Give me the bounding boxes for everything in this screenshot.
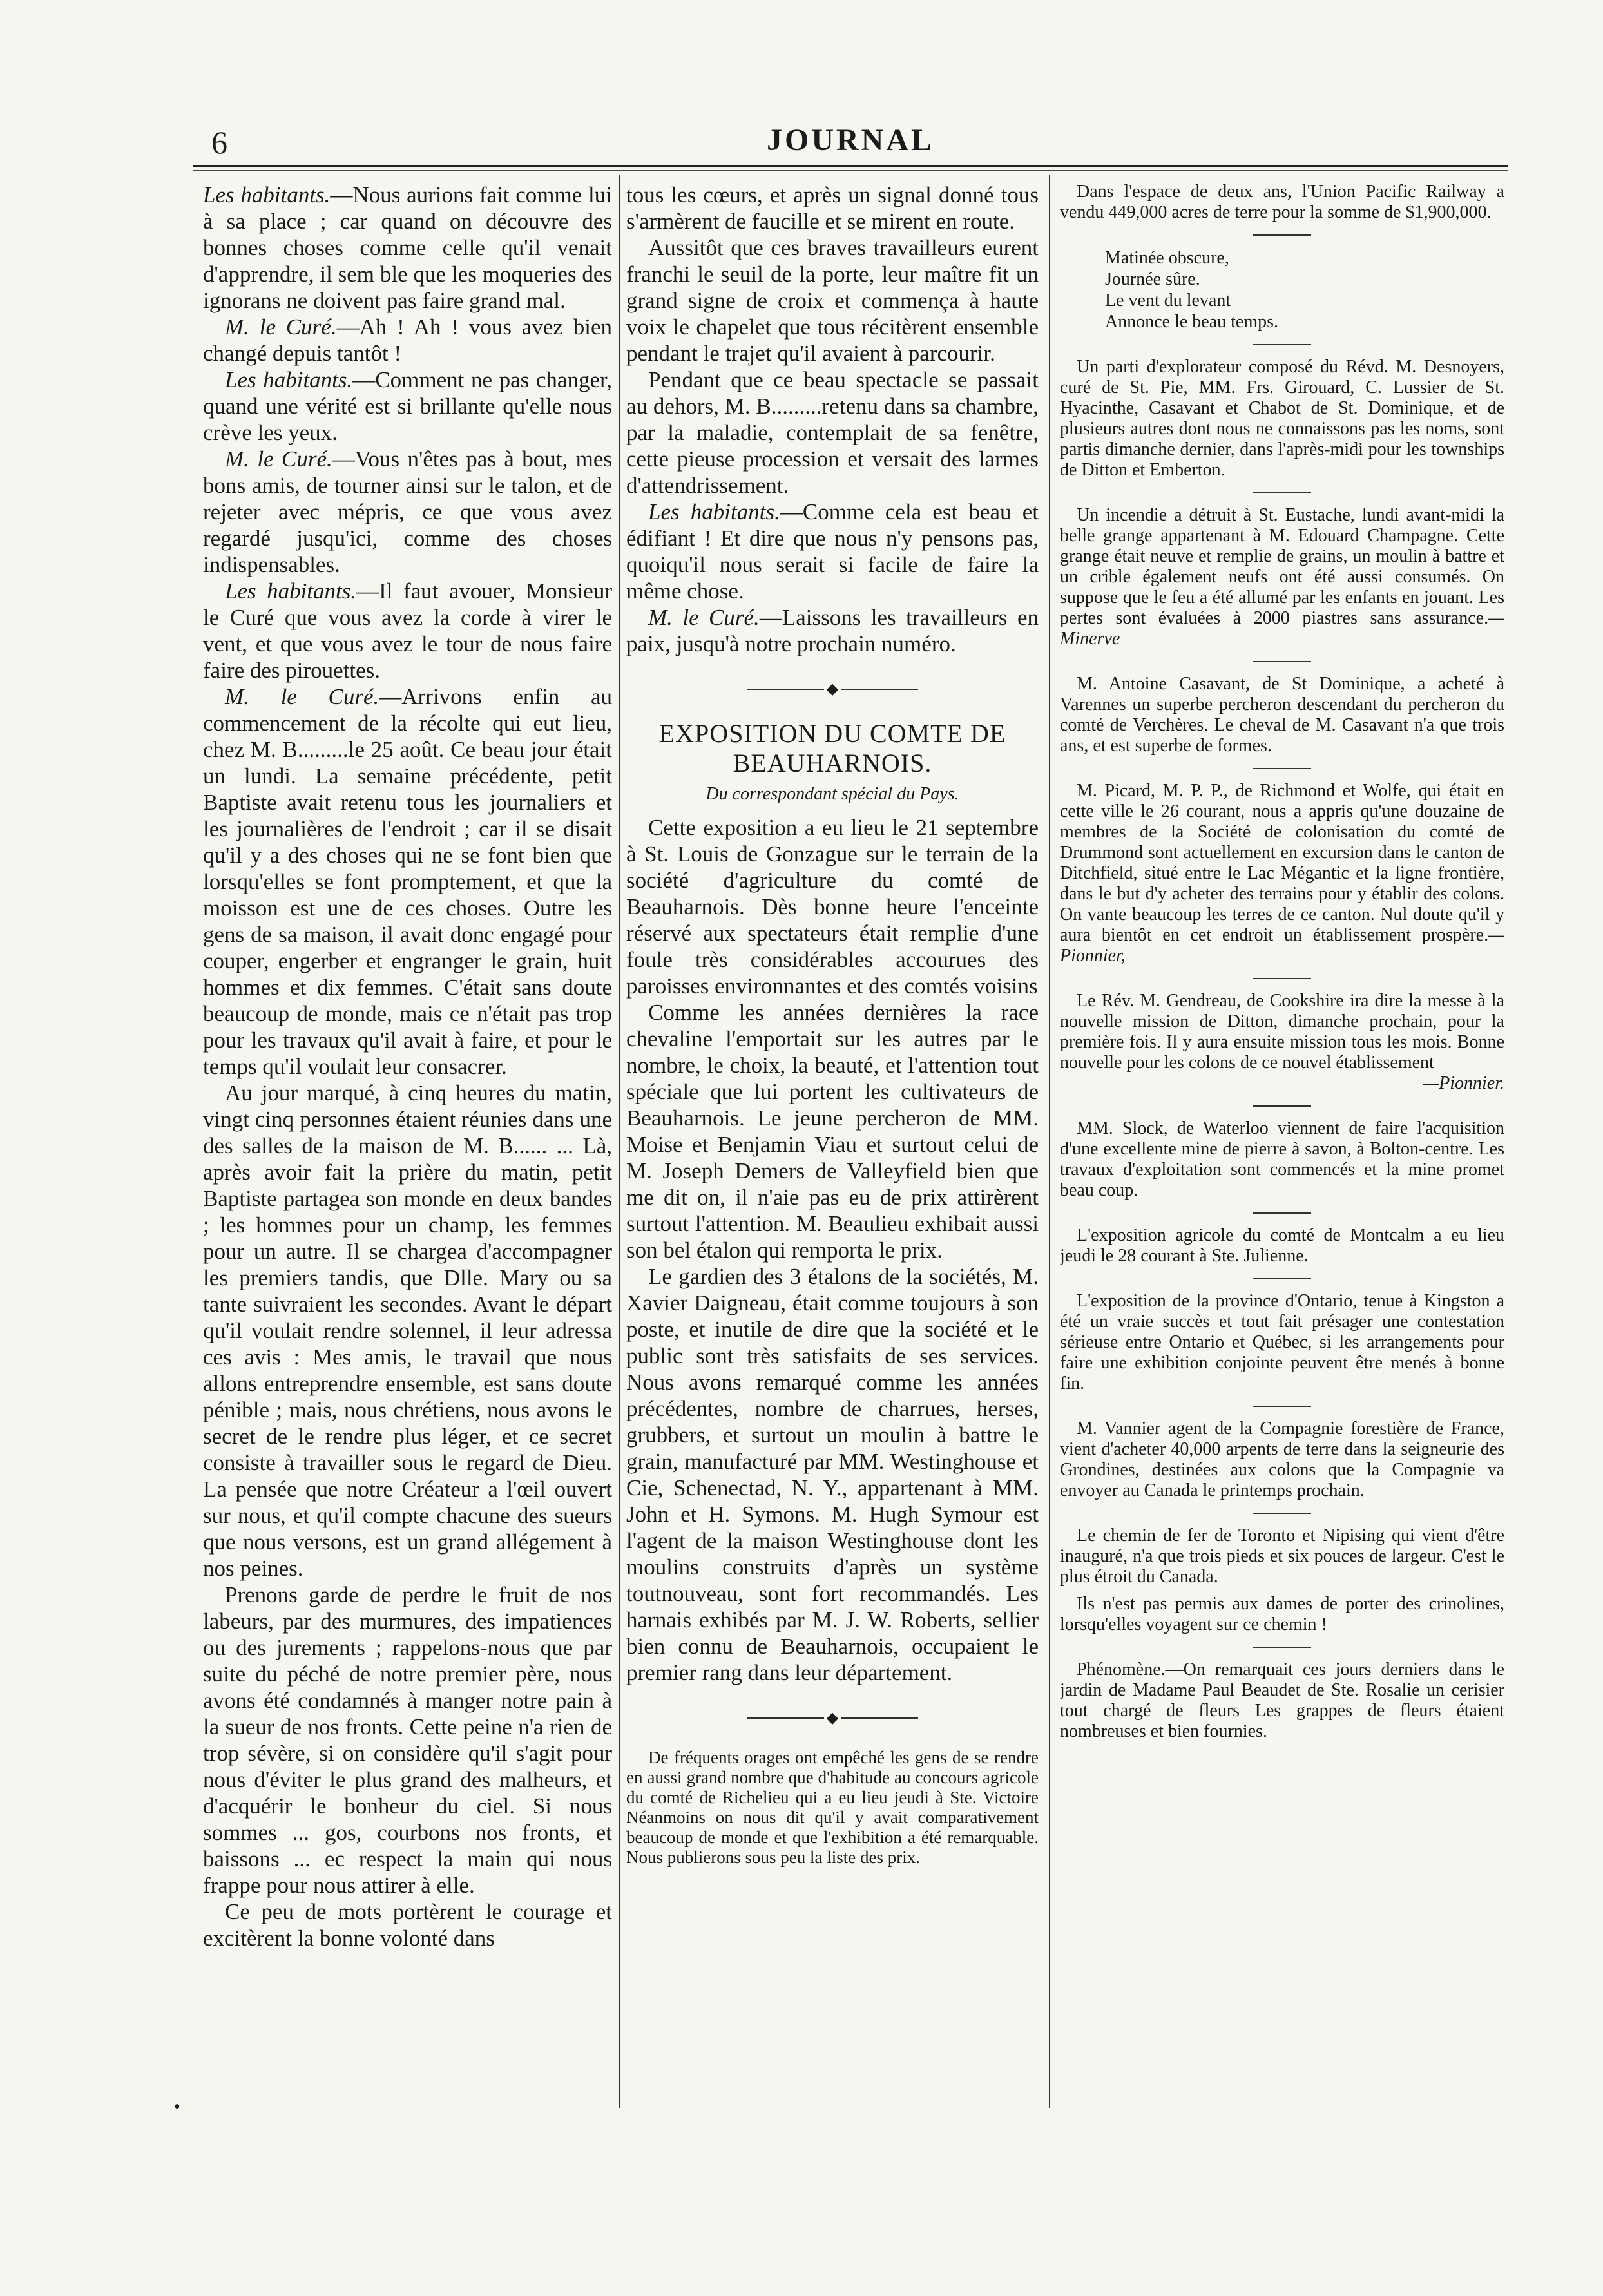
item-separator xyxy=(1253,1513,1311,1514)
article-paragraph: Comme les années dernières la race chevaline l'emportait sur les autres par le nombre, le choix, la beauté, et l'attention tout spéciale que lui portent les cultivateurs de Beauharnois. Le jeune percheron de MM. Moise et Benjamin Viau et surtout celui de M. Joseph Demers de Valleyfield bien que me dit on, il n'aie pas eu de prix attirèrent surtout l'attention. M. Beaulieu exhibait aussi son bel étalon qui remporta le prix. xyxy=(626,1000,1039,1263)
news-item: Dans l'espace de deux ans, l'Union Pacific Railway a vendu 449,000 acres de terre pour la somme de $1,900,000. xyxy=(1060,182,1504,222)
article-paragraph: tous les cœurs, et après un signal donné tous s'armèrent de faucille et se mirent en route. xyxy=(626,182,1039,234)
item-separator xyxy=(1253,234,1311,236)
item-separator xyxy=(1253,1212,1311,1214)
source-credit: —Minerve xyxy=(1060,608,1504,649)
page-number: 6 xyxy=(211,124,227,160)
article-paragraph: Au jour marqué, à cinq heures du matin, vingt cinq personnes étaient réunies dans une des salles de la maison de M. B...... ... Là, après avoir fait la prière du matin, petit Baptiste partagea son monde en deux bandes ; les hommes pour un champ, les femmes pour un autre. Il se chargea d'accompagner les premiers tandis, que Dlle. Mary ou sa tante suivraient les secondes. Avant le départ qu'il voulait rendre solennel, il leur adressa ces avis : Mes amis, le travail que nous allons entreprendre ensemble, est sans doute pénible ; mais, nous chrétiens, nous avons le secret de le rendre plus léger, et ce secret consiste à travailler sous le regard de Dieu. La pensée que notre Créateur a l'œil ouvert sur nous, et qu'il compte chacune des sueurs que nous versons, est un grand allégement à nos peines. xyxy=(203,1080,612,1581)
proverb-poem: Matinée obscure, Journée sûre. Le vent du levant Annonce le beau temps. xyxy=(1105,248,1279,332)
article-paragraph: M. le Curé.—Vous n'êtes pas à bout, mes bons amis, de tourner ainsi sur le talon, et de rejeter avec mépris, ce que vous avez regardé jusqu'ici, comme des choses indispensables. xyxy=(203,446,612,577)
article-paragraph: Aussitôt que ces braves travailleurs eurent franchi le seuil de la porte, leur maître fit un grand signe de croix et commença à haute voix le chapelet que tous récitèrent ensemble pendant le trajet qu'il avaient à parcourir. xyxy=(626,235,1039,366)
item-separator xyxy=(1253,768,1311,769)
column-divider xyxy=(1049,175,1050,2108)
masthead-title: JOURNAL xyxy=(766,123,934,157)
news-item: Un incendie a détruit à St. Eustache, lundi avant-midi la belle grange appartenant à M. Edouard Champagne. Cette grange était neuve et remplie de grains, un moulin à battre et un crible également neufs ont été aussi consumés. On suppose que le feu a été allumé par les enfants en jouant. Les pertes sont évaluées à 2000 piastres sans assurance.—Minerve xyxy=(1060,505,1504,649)
item-separator xyxy=(1253,344,1311,345)
article-paragraph: De fréquents orages ont empêché les gens de se rendre en aussi grand nombre que d'habitude au concours agricole du comté de Richelieu qui a eu lieu jeudi à Ste. Victoire Néanmoins on nous dit qu'il y avait comparativement beaucoup de monde et que l'exhibition a été remarquable. Nous publierons sous peu la liste des prix. xyxy=(626,1748,1039,1867)
article-paragraph: Cette exposition a eu lieu le 21 septembre à St. Louis de Gonzague sur le terrain de la société d'agriculture du comté de Beauharnois. Dès bonne heure l'enceinte réservé aux spectateurs était remplie d'une foule très considérables accourues des paroisses environnantes et des comtés voisins xyxy=(626,815,1039,999)
richelieu-note xyxy=(626,1748,1039,1868)
news-item: Le Rév. M. Gendreau, de Cookshire ira dire la messe à la nouvelle mission de Ditton, dimanche prochain, pour la première fois. Il y aura ensuite mission tous les mois. Bonne nouvelle pour les colons de ce nouvel établissement —Pionnier. xyxy=(1060,991,1504,1093)
item-separator xyxy=(1253,661,1311,662)
column-middle xyxy=(626,182,1039,2127)
column-right xyxy=(1060,182,1504,2127)
article-paragraph: Les habitants.—Il faut avouer, Monsieur le Curé que vous avez la corde à virer le vent, et que vous avez le tour de nous faire faire des pirouettes. xyxy=(203,579,612,683)
source-credit: —Pionnier, xyxy=(1060,925,1504,966)
news-item: L'exposition agricole du comté de Montcalm a eu lieu jeudi le 28 courant à Ste. Julienne. xyxy=(1060,1225,1504,1266)
article-paragraph: Le gardien des 3 étalons de la sociétés, M. Xavier Daigneau, était comme toujours à son poste, et inutile de dire que la société et le public sont très satisfaits de ses services. Nous avons remarqué comme les années précédentes, nombre de charrues, herses, grubbers, et surtout un moulin à battre le grain, manufacturé par MM. Westinghouse et Cie, Schenectad, N. Y., appartenant à MM. John et H. Symons. M. Hugh Symour est l'agent de la maison Westinghouse dont les moulins construits d'après un système toutnouveau, sont fort recommandés. Les harnais exhibés par M. J. W. Roberts, sellier bien connu de Beauharnois, occupaient le premier rang dans leur département. xyxy=(626,1264,1039,1685)
news-item: Phénomène.—On remarquait ces jours derniers dans le jardin de Madame Paul Beaudet de Ste. Rosalie un cerisier tout chargé de fleurs Les grappes de fleurs étaient nombreuses et bien fournies. xyxy=(1060,1660,1504,1741)
header-rule-thin xyxy=(193,170,1508,171)
exposition-headline: EXPOSITION DU COMTE DE BEAUHARNOIS. xyxy=(658,719,1006,778)
item-separator xyxy=(1253,1406,1311,1407)
item-separator xyxy=(1253,1105,1311,1107)
article-paragraph: Prenons garde de perdre le fruit de nos labeurs, par des murmures, des impatiences ou des jurements ; rappelons-nous que par suite du péché de notre premier père, nous avons été condamnés à manger notre pain à la sueur de nos fronts. Cette peine n'a rien de trop sévère, si on considère qu'il s'agit pour nous d'éviter le plus grand des malheurs, et d'acquérir le bonheur du ciel. Si nous sommes ... gos, courbons nos fronts, et baissons ... ec respect la main qui nous frappe pour nous attirer à elle. xyxy=(203,1582,612,1898)
column-divider xyxy=(619,175,620,2108)
section-ornament: ◆ xyxy=(626,1712,1039,1725)
article-paragraph: M. le Curé.—Laissons les travailleurs en paix, jusqu'à notre prochain numéro. xyxy=(626,605,1039,656)
news-item: L'exposition de la province d'Ontario, tenue à Kingston a été un vraie succès et tout fait présager une contestation sérieuse entre Ontario et Québec, si les arrangements pour faire une exhibition conjointe peuvent être menés à bonne fin. xyxy=(1060,1291,1504,1393)
item-separator xyxy=(1253,492,1311,493)
column-left xyxy=(203,182,612,2127)
article-paragraph: M. le Curé.—Ah ! Ah ! vous avez bien changé depuis tantôt ! xyxy=(203,314,612,366)
news-item: Ils n'est pas permis aux dames de porter des crinolines, lorsqu'elles voyagent sur ce chemin ! xyxy=(1060,1594,1504,1634)
item-separator xyxy=(1253,978,1311,979)
item-separator xyxy=(1253,1647,1311,1648)
news-item: M. Antoine Casavant, de St Dominique, a acheté à Varennes un superbe percheron descendant du percheron du comté de Verchères. Le cheval de M. Casavant n'a que trois ans, et est superbe de formes. xyxy=(1060,674,1504,756)
article-paragraph: M. le Curé.—Arrivons enfin au commencement de la récolte qui eut lieu, chez M. B.........le 25 août. Ce beau jour était un lundi. La semaine précédente, petit Baptiste avait retenu tous les journaliers et les journalières de l'endroit ; car il se disait qu'il y a des choses qui ne se font bien que lorsqu'elles se font promptement, et que la moisson est une de ces choses. Outre les gens de sa maison, il avait donc engagé pour couper, engerber et engranger le grain, huit hommes et dix femmes. C'était sans doute beaucoup de monde, mais ce n'était pas trop pour les travaux qu'il avait à faire, et pour le temps qu'il voulait leur consacrer. xyxy=(203,684,612,1079)
article-paragraph: Pendant que ce beau spectacle se passait au dehors, M. B.........retenu dans sa chambre, par la maladie, contemplait de sa fenêtre, cette pieuse procession et versait des larmes d'attendrissement. xyxy=(626,367,1039,498)
news-item: MM. Slock, de Waterloo viennent de faire l'acquisition d'une excellente mine de pierre à savon, à Bolton-centre. Les travaux d'exploitation sont commencés et la mine promet beau coup. xyxy=(1060,1118,1504,1200)
news-item: M. Picard, M. P. P., de Richmond et Wolfe, qui était en cette ville le 26 courant, nous a appris qu'une douzaine de membres de la Société de colonisation du comté de Drummond sont actuellement en excursion dans le canton de Ditchfield, situé entre le Lac Mégantic et la ligne frontière, dans le but d'y acheter des terrains pour y établir des colons. On vante beaucoup les terres de ce canton. Nul doute qu'il y aura bientôt en cet endroit un établissement prospère.—Pionnier, xyxy=(1060,781,1504,966)
exposition-byline: Du correspondant spécial du Pays. xyxy=(706,784,959,804)
news-item: Le chemin de fer de Toronto et Nipising qui vient d'être inauguré, n'a que trois pieds et six pouces de largeur. C'est le plus étroit du Canada. xyxy=(1060,1526,1504,1587)
news-item: M. Vannier agent de la Compagnie forestière de France, vient d'acheter 40,000 arpents de terre dans la seigneurie des Grondines, destinées aux colons que la Compagnie va envoyer au Canada le printemps prochain. xyxy=(1060,1419,1504,1500)
source-credit: —Pionnier. xyxy=(1423,1073,1504,1093)
news-item: Un parti d'explorateur composé du Révd. M. Desnoyers, curé de St. Pie, MM. Frs. Girouard, C. Lussier de St. Hyacinthe, Casavant et Chabot de St. Dominique, et de plusieurs autres dont nous ne connaissons pas les noms, sont partis dimanche dernier, dans l'après-midi pour les townships de Ditton et Emberton. xyxy=(1060,357,1504,480)
page-header xyxy=(193,121,1508,161)
article-paragraph: Ce peu de mots portèrent le courage et excitèrent la bonne volonté dans xyxy=(203,1899,612,1951)
header-rule xyxy=(193,165,1508,167)
section-ornament: ◆ xyxy=(626,683,1039,696)
ink-mark: • xyxy=(174,2097,180,2117)
article-paragraph: Les habitants.—Comment ne pas changer, quand une vérité est si brillante qu'elle nous crève les yeux. xyxy=(203,367,612,445)
item-separator xyxy=(1253,1278,1311,1279)
article-paragraph: Les habitants.—Nous aurions fait comme lui à sa place ; car quand on découvre des bonnes choses comme celle qu'il venait d'apprendre, il sem ble que les moqueries des ignorans ne doivent pas faire grand mal. xyxy=(203,182,612,313)
article-paragraph: Les habitants.—Comme cela est beau et édifiant ! Et dire que nous n'y pensons pas, quoiqu'il nous serait si facile de faire la même chose. xyxy=(626,499,1039,604)
